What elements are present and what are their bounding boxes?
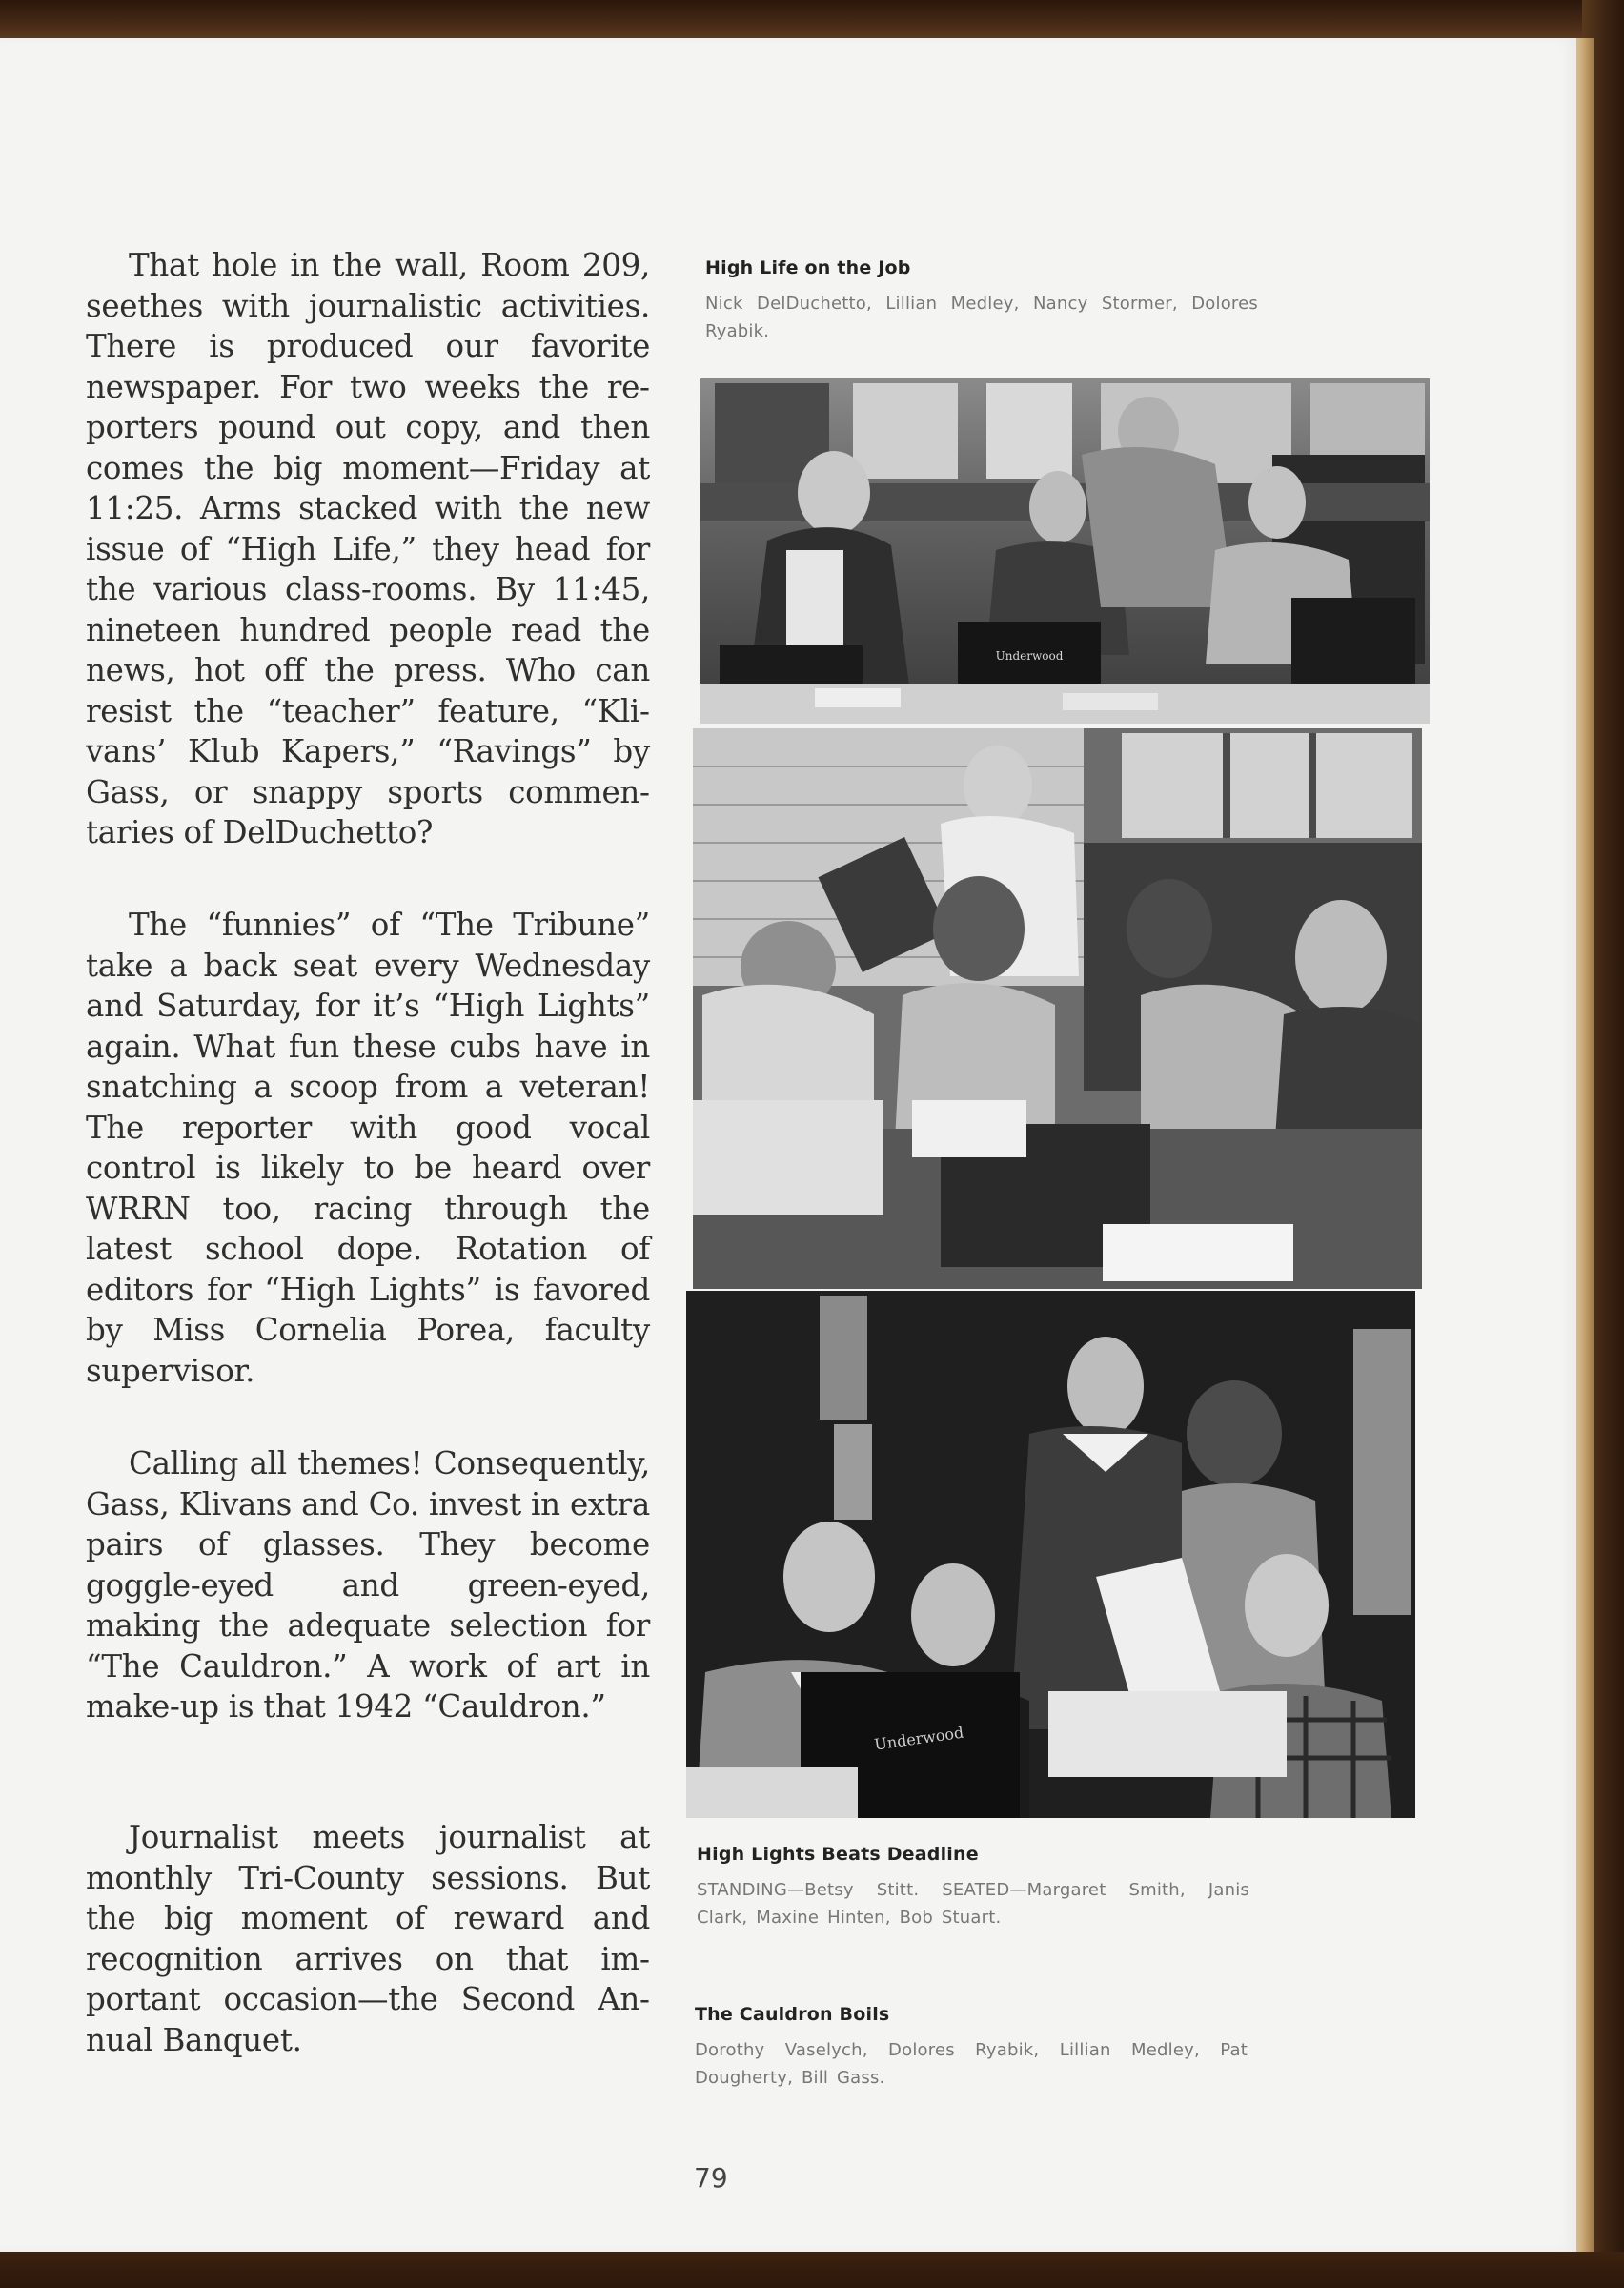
- body-column-paragraph-1: [86, 245, 650, 853]
- typewriter-brand-label: Underwood: [873, 1723, 965, 1754]
- caption-names: Dorothy Vaselych, Dolores Ryabik, Lillian Medley, Pat Dougherty, Bill Gass.: [695, 2040, 1248, 2088]
- photo-the-cauldron-boils: [686, 1291, 1415, 1818]
- photo-3-image: [686, 1291, 1415, 1818]
- page-number: 79: [694, 2162, 728, 2194]
- page-edges: [1574, 38, 1594, 2252]
- caption-high-life: [705, 257, 1258, 345]
- typewriter-brand-label: Underwood: [995, 649, 1064, 663]
- caption-title: The Cauldron Boils: [695, 2004, 890, 2025]
- photo-1-image: [700, 378, 1430, 724]
- caption-cauldron-boils: [695, 2004, 1248, 2092]
- body-column-paragraph-3: [86, 1443, 650, 1727]
- paragraph-banquet: Journalist meets journalist at monthly Tri-County sessions. But the big moment of reward and recognition arrives on that important occasion—the Second Annual Banquet.: [86, 1819, 650, 2058]
- caption-title: High Lights Beats Deadline: [697, 1844, 979, 1865]
- paragraph-high-lights: The “funnies” of “The Tribune” take a back seat every Wednesday and Saturday, for it’s “High Lights” again. What fun these cubs have in snatching a scoop from a veteran! The reporter with good vocal control is likely to be heard over WRRN too, racing through the latest school dope. Rotation of editors for “High Lights” is favored by Miss Cornelia Porea, faculty supervisor.: [86, 907, 650, 1389]
- photo-2-image: [693, 728, 1422, 1289]
- photo-high-lights-beats-deadline: [693, 728, 1422, 1289]
- caption-names: Nick DelDuchetto, Lillian Medley, Nancy Stormer, Dolores Ryabik.: [705, 294, 1258, 341]
- paragraph-room-209: That hole in the wall, Room 209, seethes with journalistic activities. There is produced our favorite newspaper. For two weeks the reporters pound out copy, and then comes the big moment—Friday at 11:25. Arms stacked with the new issue of “High Life,” they head for the various class-rooms. By 11:45, nineteen hundred people read the news, hot off the press. Who can resist the “teacher” feature, “Klivans’ Klub Kapers,” “Ravings” by Gass, or snappy sports commentaries of DelDuchetto?: [86, 247, 650, 850]
- paragraph-cauldron: Calling all themes! Consequently, Gass, Klivans and Co. invest in extra pairs of glasses. They become goggle-eyed and green-eyed, making the adequate selection for “The Cauldron.” A work of art in make-up is that 1942 “Cauldron.”: [86, 1445, 650, 1725]
- yearbook-page: [0, 38, 1576, 2252]
- body-column-paragraph-4: [86, 1817, 650, 2060]
- caption-title: High Life on the Job: [705, 257, 911, 278]
- photo-high-life-on-the-job: [700, 378, 1430, 724]
- book-cover-bottom: [0, 2252, 1624, 2288]
- caption-names: STANDING—Betsy Stitt. SEATED—Margaret Smith, Janis Clark, Maxine Hinten, Bob Stuart.: [697, 1880, 1249, 1928]
- body-column-paragraph-2: [86, 905, 650, 1391]
- book-cover-top: [0, 0, 1624, 38]
- caption-high-lights: [697, 1844, 1249, 1931]
